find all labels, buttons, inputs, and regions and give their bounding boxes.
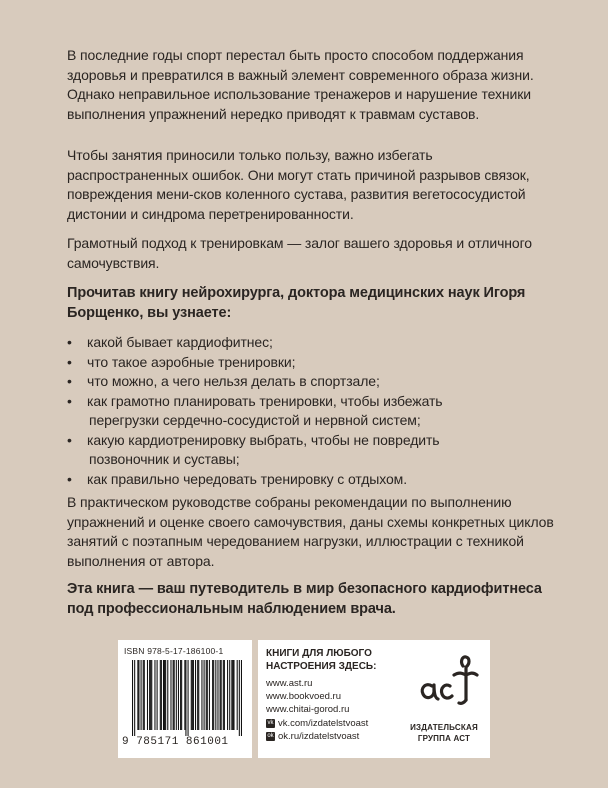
barcode-bar: [176, 660, 177, 730]
barcode-bar: [138, 660, 139, 730]
list-item: • что такое аэробные тренировки;: [67, 353, 557, 373]
link-ok[interactable]: ok ok.ru/izdatelstvoast: [267, 730, 360, 742]
barcode-bar: [173, 660, 174, 730]
barcode-bar: [151, 660, 152, 730]
barcode-bar: [198, 660, 199, 730]
bookstores-heading: КНИГИ ДЛЯ ЛЮБОГО НАСТРОЕНИЯ ЗДЕСЬ:: [266, 648, 377, 672]
link-chitai-gorod[interactable]: www.chitai-gorod.ru: [266, 704, 350, 716]
barcode-bar: [185, 660, 186, 736]
barcode-bar: [160, 660, 161, 730]
barcode-bar: [229, 660, 230, 730]
barcode-bar: [157, 660, 158, 730]
vk-icon: vk: [267, 719, 274, 726]
barcode-bar: [170, 660, 171, 730]
barcode-bar: [161, 660, 162, 730]
barcode-bar: [184, 660, 185, 730]
barcode-bar: [174, 660, 175, 730]
barcode-bar: [224, 660, 225, 730]
barcode-bar: [154, 660, 155, 730]
barcode-bar: [237, 660, 238, 730]
bookstores-panel: [258, 640, 490, 758]
barcode-bar: [201, 660, 202, 730]
barcode-bar: [165, 660, 166, 730]
barcode-bar: [231, 660, 232, 730]
topics-list: [67, 333, 557, 489]
barcode-bar: [232, 660, 233, 730]
barcode-bar: [213, 660, 214, 730]
link-ast[interactable]: www.ast.ru: [266, 678, 313, 689]
barcode-bar: [221, 660, 222, 730]
barcode-bar: [195, 660, 196, 730]
barcode-panel: [118, 640, 252, 758]
intro-paragraph: В последние годы спорт перестал быть просто способом поддержания здоровья и превратился в важный элемент современного образа жизни. Однако неправильное использование тренажеров и нарушение техники выполнения упражнений нередко приводят к травмам суставов.: [67, 47, 534, 122]
isbn-text: ISBN 978-5-17-186100-1: [124, 646, 224, 656]
barcode-bar: [163, 660, 164, 730]
bullet-marker: •: [67, 373, 72, 389]
barcode-bar: [164, 660, 165, 730]
barcode-bar: [192, 660, 193, 730]
closing-statement: Эта книга — ваш путеводитель в мир безопасного кардиофитнеса под профессиональным наблюдением врача.: [67, 581, 542, 617]
barcode-bar: [239, 660, 240, 736]
guide-paragraph: В практическом руководстве собраны рекомендации по выполнению упражнений и оценке своего самочувствия, даны схемы конкретных циклов занятий с поэтапным чередованием нагрузки, иллюстрации с техникой выполнения от автора.: [67, 494, 554, 569]
barcode-bar: [220, 660, 221, 730]
ast-logo-icon: [416, 648, 480, 710]
barcode-bar: [137, 660, 138, 730]
barcode-bar: [223, 660, 224, 730]
barcode-digits: 9 785171 861001: [122, 736, 229, 748]
list-item: • как грамотно планировать тренировки, чтобы избежать перегрузки сердечно-сосудистой и нервной систем;: [67, 392, 443, 428]
barcode-bar: [215, 660, 216, 730]
barcode-bar: [188, 660, 189, 736]
barcode-bar: [209, 660, 210, 730]
barcode-bar: [143, 660, 144, 730]
barcode-bar: [141, 660, 142, 730]
approach-paragraph: Грамотный подход к тренировкам — залог вашего здоровья и отличного самочувствия.: [67, 235, 532, 271]
barcode-bar: [233, 660, 234, 730]
bullet-marker: •: [67, 470, 72, 487]
barcode-bar: [193, 660, 194, 730]
list-item: • какой бывает кардиофитнес;: [67, 333, 557, 353]
barcode-bar: [191, 660, 192, 730]
link-vk[interactable]: vk vk.com/izdatelstvoast: [267, 717, 369, 729]
barcode-bar: [206, 660, 207, 730]
barcode-image: [132, 660, 242, 736]
bookstores-links: [266, 677, 368, 743]
barcode-bar: [227, 660, 228, 730]
bullet-marker: •: [67, 392, 72, 409]
barcode-bar: [180, 660, 181, 730]
link-bookvoed[interactable]: www.bookvoed.ru: [266, 691, 341, 703]
barcode-bar: [212, 660, 213, 730]
bullet-marker: •: [67, 334, 72, 350]
barcode-bar: [134, 660, 135, 736]
barcode-bar: [132, 660, 133, 736]
bullet-marker: •: [67, 431, 72, 448]
barcode-bar: [149, 660, 150, 730]
ok-icon: ok: [267, 732, 274, 739]
barcode-bar: [150, 660, 151, 730]
barcode-bar: [181, 660, 182, 730]
mistakes-paragraph: Чтобы занятия приносили только пользу, важно избегать распространенных ошибок. Они могут стать причиной разрывов связок, повреждения мени-сков коленного сустава, развития вегетососудистой дистонии и синдрома перетренированности.: [67, 147, 530, 222]
bullet-marker: •: [67, 353, 72, 370]
barcode-bar: [197, 660, 198, 730]
barcode-bar: [241, 660, 242, 736]
lead-in-heading: Прочитав книгу нейрохирурга, доктора медицинских наук Игоря Борщенко, вы узнаете:: [67, 285, 526, 321]
barcode-bar: [217, 660, 218, 730]
publisher-name: ИЗДАТЕЛЬСКАЯ ГРУППА АСТ: [410, 723, 478, 743]
list-item: • как правильно чередовать тренировку с отдыхом.: [67, 470, 557, 490]
barcode-bar: [144, 660, 145, 730]
barcode-bar: [204, 660, 205, 730]
list-item: • что можно, а чего нельзя делать в спортзале;: [67, 372, 557, 392]
barcode-bar: [147, 660, 148, 730]
barcode-bar: [207, 660, 208, 730]
list-item: • какую кардиотренировку выбрать, чтобы не повредить позвоночник и суставы;: [67, 431, 440, 467]
barcode-bar: [178, 660, 179, 730]
barcode-bar: [167, 660, 168, 730]
